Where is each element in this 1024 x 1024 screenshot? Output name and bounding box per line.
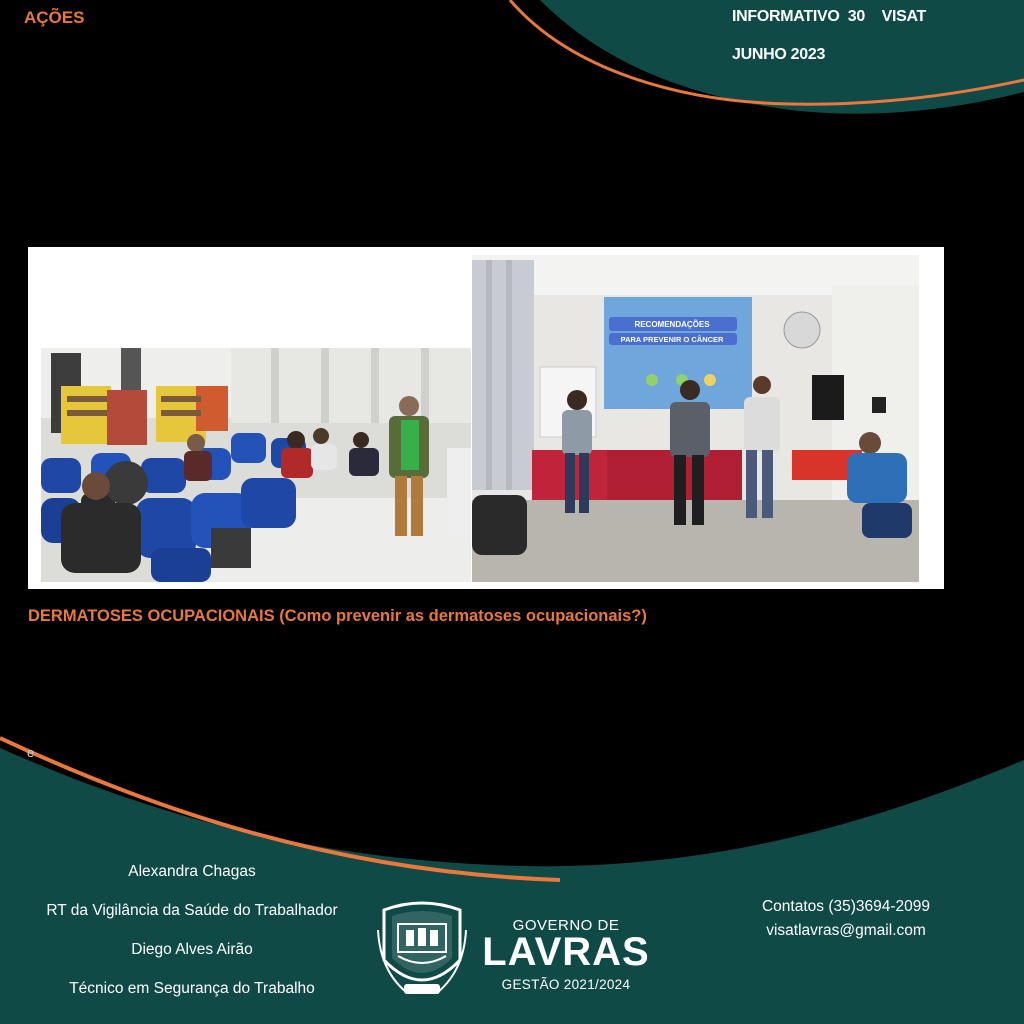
issue-title: INFORMATIVO 30 VISAT <box>732 8 927 25</box>
contact-phone: Contatos (35)3694-2099 <box>761 898 931 915</box>
stray-character: e <box>27 745 35 760</box>
section-label: AÇÕES <box>24 8 85 27</box>
city-crest-icon <box>376 900 468 1000</box>
contact-email: visatlavras@gmail.com <box>766 922 926 939</box>
government-label: GOVERNO DE <box>512 917 620 934</box>
credit-name-2: Diego Alves Airão <box>131 941 253 958</box>
government-term: GESTÃO 2021/2024 <box>501 977 631 992</box>
photo-auditorium <box>41 348 471 582</box>
issue-date: JUNHO 2023 <box>732 46 826 63</box>
photo-presentation <box>472 255 919 582</box>
credit-role-2: Técnico em Segurança do Trabalho <box>69 980 315 997</box>
credit-name-1: Alexandra Chagas <box>128 863 256 880</box>
government-city-name: LAVRAS <box>482 930 650 974</box>
slide-line-2: PARA PREVENIR O CÂNCER <box>620 335 724 344</box>
photo-caption: DERMATOSES OCUPACIONAIS (Como prevenir as dermatoses ocupacionais?) <box>28 607 647 625</box>
credit-role-1: RT da Vigilância da Saúde do Trabalhador <box>46 902 338 919</box>
slide-line-1: RECOMENDAÇÕES <box>634 320 710 329</box>
